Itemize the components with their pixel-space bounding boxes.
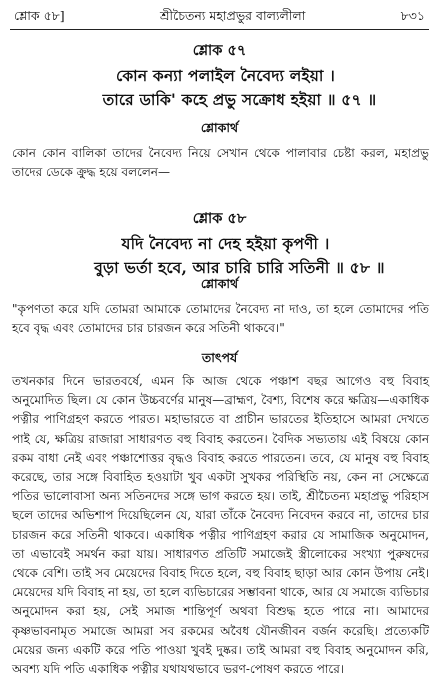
- verse-57-line-2: তারে ডাকি' কহে প্রভু সক্রোধ হইয়া ॥ ৫৭ ॥: [102, 90, 377, 109]
- header-chapter-title: শ্রীচৈতন্য মহাপ্রভুর বাল্যলীলা: [159, 8, 306, 23]
- verse-58-line-1: যদি নৈবেদ্য না দেহ হইয়া কৃপণী ।: [121, 234, 330, 253]
- purport-text: [12, 372, 429, 679]
- translation-58-text: [12, 300, 429, 338]
- purport-paragraph: তখনকার দিনে ভারতবর্ষে, এমন কি আজ থেকে পঞ্চাশ বছর আগেও বহু বিবাহ অনুমোদিত ছিল। যে কোন উচ্চবর্ণের মানুষ—ব্রাহ্মণ, বৈশ্য, বিশেষ করে ক্ষত্রিয়—একাধিক পত্নীর পাণিগ্রহণ করতে পারত। মহাভারতে বা প্রাচীন ভারতের ইতিহাসে আমরা দেখতে পাই যে, ক্ষত্রিয় রাজারা সাধারণত বহু বিবাহ করতেন। বৈদিক সভ্যতায় এই বিষয়ে কোন রকম বাধা নেই এবং পঞ্চাশোত্তর বৃদ্ধও বিবাহ করতে পারতেন। তবে, যে মানুষ বহু বিবাহ করেছে, তার সঙ্গে বিবাহিত হওয়াটা খুব একটা সুখকর পরিস্থিতি নয়, কেন না সেক্ষেত্রে পতির ভালোবাসা অন্য সতিনদের সঙ্গে ভাগ করতে হয়। তাই, শ্রীচৈতন্য মহাপ্রভু পরিহাস ছলে তাদের অভিশাপ দিয়েছিলেন যে, যারা তাঁকে নৈবেদ্য নিবেদন করবে না, তাদের চার চারজন করে সতিনী থাকবে। একাধিক পত্নীর পাণিগ্রহণ করার যে সামাজিক অনুমোদন, তা এভাবেই সমর্থন করা যায়। সাধারণত প্রতিটি সমাজেই স্ত্রীলোকের সংখ্যা পুরুষদের থেকে বেশি। তাই সব মেয়েদের বিবাহ দিতে হলে, বহু বিবাহ ছাড়া আর কোন উপায় নেই। মেয়েদের যদি বিবাহ না হয়, তা হলে ব্যভিচারের সম্ভাবনা থাকে, আর যে সমাজে ব্যভিচার অনুমোদন করা হয়, সেই সমাজ শান্তিপূর্ণ অথবা বিশুদ্ধ হতে পারে না। আমাদের কৃষ্ণভাবনামৃত সমাজে আমরা সব রকমের অবৈধ যৌনজীবন বর্জন করেছি। প্রত্যেকটি মেয়ের জন্য একটি করে পতি পাওয়া খুবই দুষ্কর। তাই আমরা বহু বিবাহ অনুমোদন করি, অবশ্য যদি পতি একাধিক পত্নীর যথাযথভাবে ভরণ-পোষণ করতে পারে।: [12, 374, 429, 677]
- translation-57-text: [12, 144, 429, 182]
- verse-57-line-1: কোন কন্যা পলাইল নৈবেদ্য লইয়া ।: [116, 66, 335, 85]
- verse-58-number: শ্লোক ৫৮: [192, 210, 247, 227]
- header-verse-ref: শ্লোক ৫৮]: [14, 8, 65, 23]
- header-rule: [10, 29, 429, 30]
- page-number: ৮৩১: [400, 8, 425, 23]
- translation-57-paragraph: কোন কোন বালিকা তাদের নৈবেদ্য নিয়ে সেখান থেকে পালাবার চেষ্টা করল, মহাপ্রভু তাদের ডেকে ক্রুদ্ধ হয়ে বললেন—: [12, 146, 429, 180]
- translation-58-heading: শ্লোকার্থ: [200, 276, 239, 291]
- running-header: [14, 6, 425, 28]
- verse-58-line-2: বুড়া ভর্তা হবে, আর চারি চারি সতিনী ॥ ৫৮ ॥: [94, 258, 385, 277]
- translation-57-heading: শ্লোকার্থ: [200, 120, 239, 135]
- verse-57-number: শ্লোক ৫৭: [192, 42, 247, 59]
- purport-heading: তাৎপর্য: [201, 350, 238, 365]
- translation-58-paragraph: "কৃপণতা করে যদি তোমরা আমাকে তোমাদের নৈবেদ্য না দাও, তা হলে তোমাদের পতি হবে বৃদ্ধ এবং তোমাদের চার চারজন করে সতিনী থাকবে।": [12, 302, 429, 336]
